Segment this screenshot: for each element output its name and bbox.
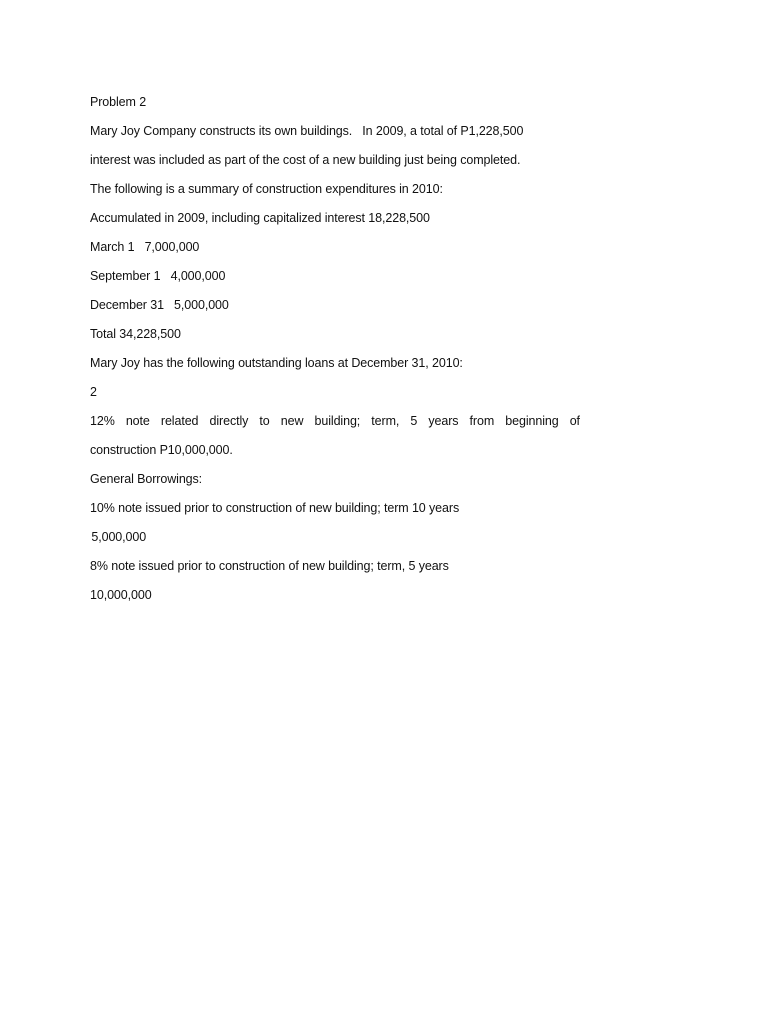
expenditure-march: March 1 7,000,000 xyxy=(90,240,200,254)
word: from xyxy=(469,414,495,428)
word: new xyxy=(280,414,304,428)
loans-intro: Mary Joy has the following outstanding loans at December 31, 2010: xyxy=(90,356,463,370)
summary-intro: The following is a summary of construction expenditures in 2010: xyxy=(90,182,443,196)
word: term, xyxy=(371,414,400,428)
general-loan-2-amount: 10,000,000 xyxy=(90,588,152,602)
problem-heading: Problem 2 xyxy=(90,95,147,109)
word: years xyxy=(428,414,459,428)
word: related xyxy=(160,414,199,428)
general-borrowings-heading: General Borrowings: xyxy=(90,472,203,486)
word: note xyxy=(125,414,150,428)
word: 5 xyxy=(410,414,418,428)
word: to xyxy=(259,414,270,428)
expenditure-total: Total 34,228,500 xyxy=(90,327,181,341)
word: beginning xyxy=(505,414,559,428)
general-loan-1-description: 10% note issued prior to construction of new building; term 10 years xyxy=(90,501,460,515)
expenditure-december: December 31 5,000,000 xyxy=(90,298,229,312)
general-loan-1-amount: 5,000,000 xyxy=(88,530,147,544)
word: of xyxy=(569,414,580,428)
general-loan-2-description: 8% note issued prior to construction of new building; term, 5 years xyxy=(90,559,449,573)
expenditure-accumulated: Accumulated in 2009, including capitalized interest 18,228,500 xyxy=(90,211,430,225)
word: 12% xyxy=(90,414,115,428)
specific-loan-line-1 xyxy=(90,413,580,429)
page-number: 2 xyxy=(90,385,97,399)
word: building; xyxy=(314,414,361,428)
paragraph-line-2: interest was included as part of the cost of a new building just being completed. xyxy=(90,153,521,167)
expenditure-september: September 1 4,000,000 xyxy=(90,269,226,283)
paragraph-line-1: Mary Joy Company constructs its own buildings. In 2009, a total of P1,228,500 xyxy=(90,124,524,138)
word: directly xyxy=(209,414,249,428)
specific-loan-line-2: construction P10,000,000. xyxy=(90,443,233,457)
